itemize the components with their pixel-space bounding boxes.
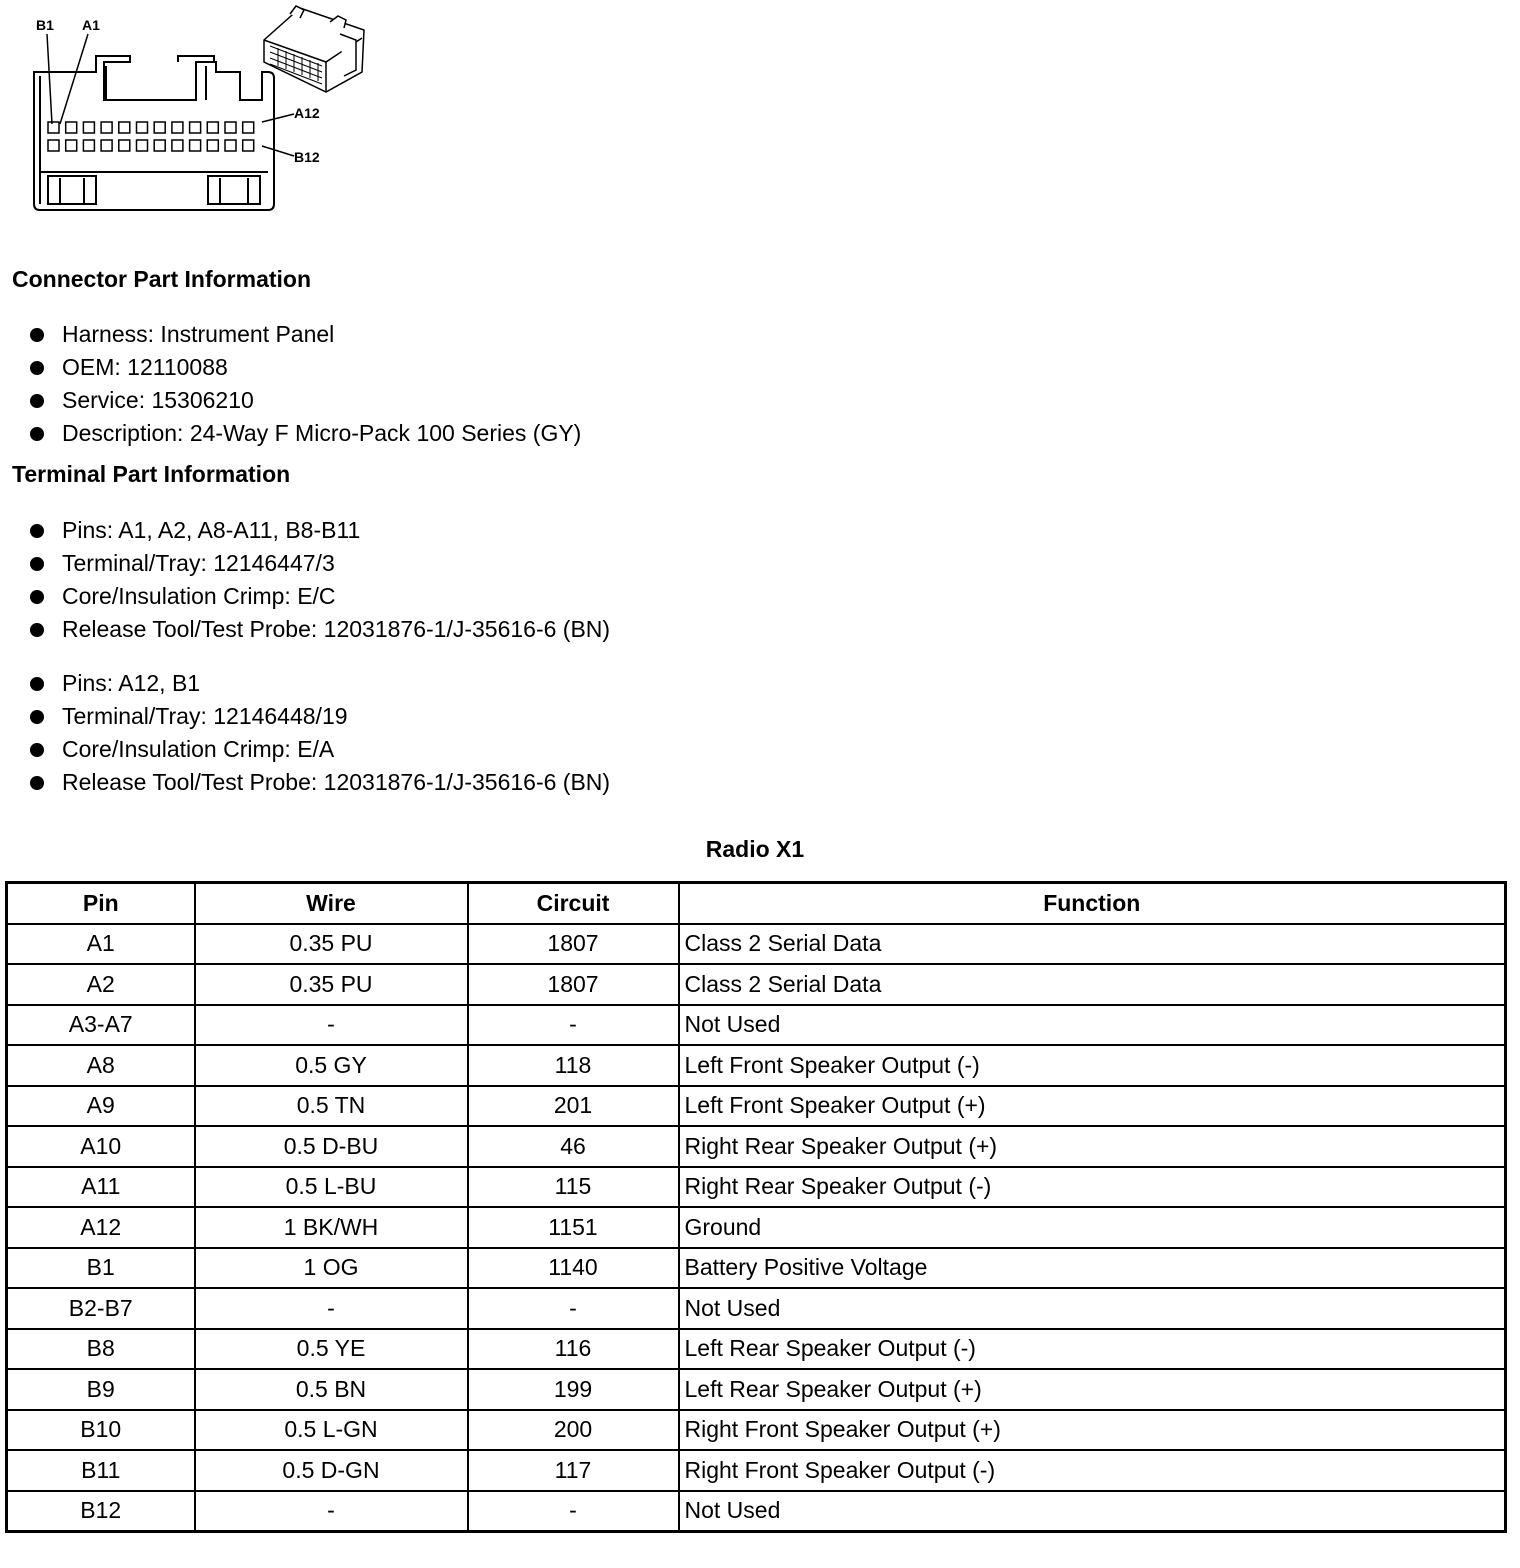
table-row: [7, 964, 1506, 1005]
cell-function: Right Front Speaker Output (+): [679, 1410, 1506, 1451]
list-item: Core/Insulation Crimp: E/C: [30, 580, 610, 613]
pin-cavity: [119, 122, 130, 133]
bullet-icon: [30, 710, 44, 724]
table-row: [7, 1005, 1506, 1046]
pin-cavity: [190, 122, 201, 133]
cell-circuit: 1807: [468, 964, 679, 1005]
cell-circuit: -: [468, 1288, 679, 1329]
pin-cavity: [172, 140, 183, 151]
cell-circuit: 199: [468, 1369, 679, 1410]
pin-cavity: [101, 140, 112, 151]
terminal-info-heading: Terminal Part Information: [12, 461, 291, 487]
cell-function: Left Front Speaker Output (+): [679, 1086, 1506, 1127]
cell-function: Not Used: [679, 1491, 1506, 1532]
cell-pin: B1: [7, 1248, 195, 1289]
list-item: Pins: A12, B1: [30, 667, 610, 700]
bullet-icon: [30, 557, 44, 571]
cell-function: Left Rear Speaker Output (+): [679, 1369, 1506, 1410]
bullet-icon: [30, 394, 44, 408]
cell-pin: A2: [7, 964, 195, 1005]
cell-pin: B9: [7, 1369, 195, 1410]
label-a12: A12: [294, 105, 320, 121]
list-item: Core/Insulation Crimp: E/A: [30, 733, 610, 766]
pin-cavity: [190, 140, 201, 151]
cell-wire: 0.35 PU: [195, 964, 468, 1005]
bullet-icon: [30, 361, 44, 375]
cell-function: Right Rear Speaker Output (-): [679, 1167, 1506, 1208]
pin-cavity: [83, 140, 94, 151]
cell-wire: -: [195, 1005, 468, 1046]
list-item: Description: 24-Way F Micro-Pack 100 Series (GY): [30, 417, 581, 450]
cell-function: Class 2 Serial Data: [679, 924, 1506, 965]
table-row: [7, 924, 1506, 965]
cell-function: Left Rear Speaker Output (-): [679, 1329, 1506, 1370]
connector-3d-view: [264, 6, 364, 92]
pin-cavity: [225, 140, 236, 151]
pin-cavity: [66, 140, 77, 151]
table-row: [7, 1126, 1506, 1167]
cell-wire: 0.5 D-GN: [195, 1450, 468, 1491]
pinout-table: [5, 881, 1507, 1533]
cell-function: Right Front Speaker Output (-): [679, 1450, 1506, 1491]
cell-wire: 0.5 YE: [195, 1329, 468, 1370]
bullet-icon: [30, 524, 44, 538]
cell-circuit: 116: [468, 1329, 679, 1370]
table-row: [7, 1167, 1506, 1208]
cell-wire: 0.5 TN: [195, 1086, 468, 1127]
cell-wire: 1 BK/WH: [195, 1207, 468, 1248]
cell-wire: 0.35 PU: [195, 924, 468, 965]
pin-cavity: [225, 122, 236, 133]
column-header-function: Function: [679, 883, 1506, 924]
table-row: [7, 1045, 1506, 1086]
table-header-row: [7, 883, 1506, 924]
list-item: OEM: 12110088: [30, 351, 581, 384]
bullet-icon: [30, 677, 44, 691]
connector-info-list: [30, 318, 581, 450]
cell-pin: B10: [7, 1410, 195, 1451]
cell-function: Right Rear Speaker Output (+): [679, 1126, 1506, 1167]
cell-pin: A8: [7, 1045, 195, 1086]
cell-circuit: 115: [468, 1167, 679, 1208]
table-row: [7, 1491, 1506, 1532]
table-row: [7, 1207, 1506, 1248]
cell-function: Not Used: [679, 1005, 1506, 1046]
cell-pin: B8: [7, 1329, 195, 1370]
cell-pin: B2-B7: [7, 1288, 195, 1329]
list-item: Release Tool/Test Probe: 12031876-1/J-35616-6 (BN): [30, 766, 610, 799]
cell-circuit: 201: [468, 1086, 679, 1127]
cell-wire: 1 OG: [195, 1248, 468, 1289]
bullet-icon: [30, 623, 44, 637]
cell-wire: 0.5 L-GN: [195, 1410, 468, 1451]
cell-function: Not Used: [679, 1288, 1506, 1329]
table-row: [7, 1369, 1506, 1410]
pin-cavity: [119, 140, 130, 151]
pin-cavity: [154, 140, 165, 151]
column-header-pin: Pin: [7, 883, 195, 924]
bullet-icon: [30, 328, 44, 342]
label-b1: B1: [36, 17, 54, 33]
pin-cavity: [66, 122, 77, 133]
pin-cavity: [137, 122, 148, 133]
cell-function: Battery Positive Voltage: [679, 1248, 1506, 1289]
table-row: [7, 1086, 1506, 1127]
cell-function: Left Front Speaker Output (-): [679, 1045, 1506, 1086]
cell-pin: B11: [7, 1450, 195, 1491]
cell-circuit: 1807: [468, 924, 679, 965]
cell-pin: A10: [7, 1126, 195, 1167]
cell-circuit: -: [468, 1491, 679, 1532]
cell-pin: B12: [7, 1491, 195, 1532]
pin-cavity: [243, 122, 254, 133]
cell-circuit: 200: [468, 1410, 679, 1451]
cell-wire: 0.5 GY: [195, 1045, 468, 1086]
pin-cavity: [154, 122, 165, 133]
column-header-wire: Wire: [195, 883, 468, 924]
cell-pin: A9: [7, 1086, 195, 1127]
pin-cavity: [207, 140, 218, 151]
table-row: [7, 1248, 1506, 1289]
cell-pin: A12: [7, 1207, 195, 1248]
bullet-icon: [30, 776, 44, 790]
list-item: Service: 15306210: [30, 384, 581, 417]
cell-circuit: 117: [468, 1450, 679, 1491]
cell-pin: A11: [7, 1167, 195, 1208]
connector-info-heading: Connector Part Information: [12, 266, 312, 292]
cell-circuit: 118: [468, 1045, 679, 1086]
pin-cavity: [101, 122, 112, 133]
list-item: Terminal/Tray: 12146448/19: [30, 700, 610, 733]
terminal-info-group-1: [30, 514, 610, 646]
bullet-icon: [30, 743, 44, 757]
bullet-icon: [30, 427, 44, 441]
pin-cavity: [207, 122, 218, 133]
table-title: Radio X1: [705, 836, 805, 862]
cell-wire: 0.5 L-BU: [195, 1167, 468, 1208]
bullet-icon: [30, 590, 44, 604]
list-item: Release Tool/Test Probe: 12031876-1/J-35616-6 (BN): [30, 613, 610, 646]
table-row: [7, 1410, 1506, 1451]
list-item: Pins: A1, A2, A8-A11, B8-B11: [30, 514, 610, 547]
table-row: [7, 1288, 1506, 1329]
cell-wire: 0.5 D-BU: [195, 1126, 468, 1167]
cell-function: Ground: [679, 1207, 1506, 1248]
label-b12: B12: [294, 149, 320, 165]
pin-cavity: [137, 140, 148, 151]
cell-wire: -: [195, 1491, 468, 1532]
cell-circuit: 1151: [468, 1207, 679, 1248]
pin-cavity: [243, 140, 254, 151]
label-a1: A1: [82, 17, 100, 33]
column-header-circuit: Circuit: [468, 883, 679, 924]
table-row: [7, 1329, 1506, 1370]
pin-cavity: [83, 122, 94, 133]
cell-circuit: 46: [468, 1126, 679, 1167]
cell-pin: A3-A7: [7, 1005, 195, 1046]
cell-circuit: -: [468, 1005, 679, 1046]
table-row: [7, 1450, 1506, 1491]
pin-cavity: [48, 122, 59, 133]
cell-wire: 0.5 BN: [195, 1369, 468, 1410]
cell-function: Class 2 Serial Data: [679, 964, 1506, 1005]
cell-wire: -: [195, 1288, 468, 1329]
cell-pin: A1: [7, 924, 195, 965]
cell-circuit: 1140: [468, 1248, 679, 1289]
list-item: Terminal/Tray: 12146447/3: [30, 547, 610, 580]
pin-cavity: [172, 122, 183, 133]
connector-diagram: [0, 0, 380, 220]
list-item: Harness: Instrument Panel: [30, 318, 581, 351]
pin-cavity: [48, 140, 59, 151]
terminal-info-group-2: [30, 667, 610, 799]
